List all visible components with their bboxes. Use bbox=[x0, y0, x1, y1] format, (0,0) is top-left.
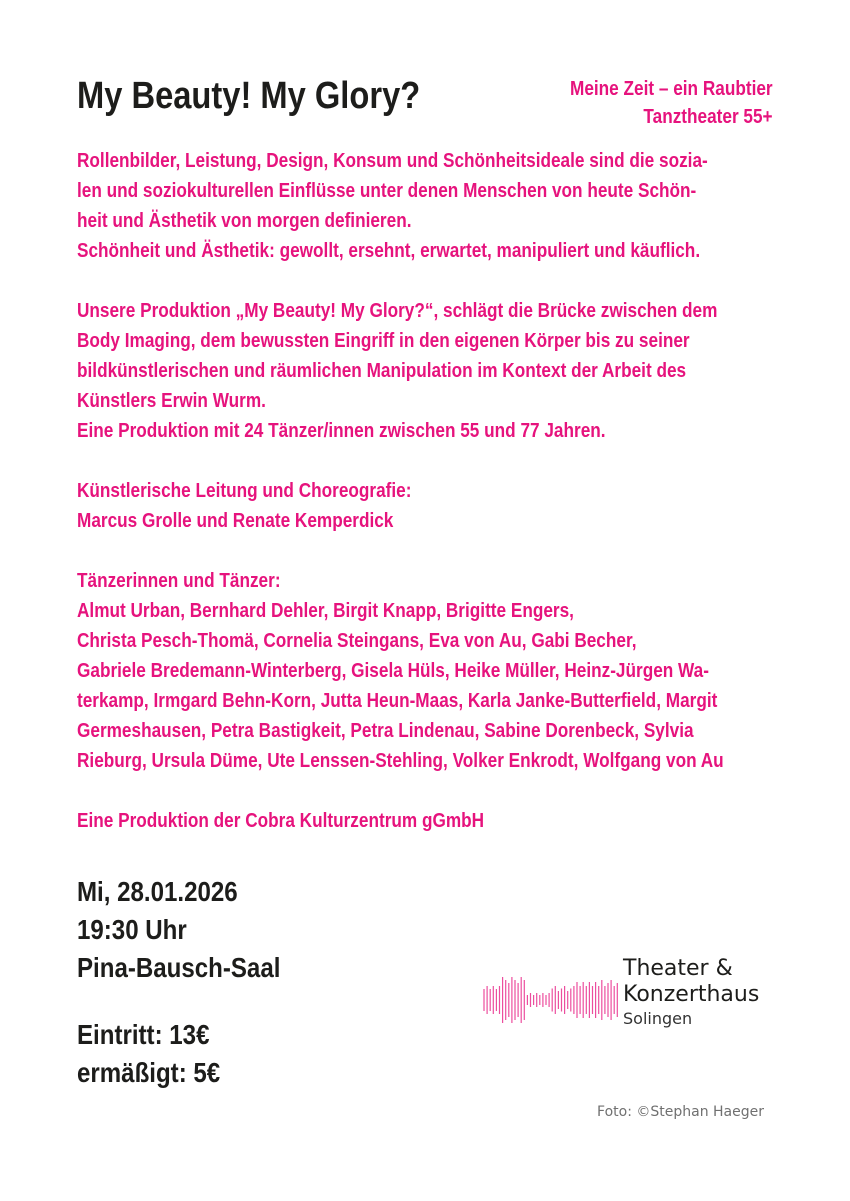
text-line: Almut Urban, Bernhard Dehler, Birgit Knapp, Brigitte Engers, bbox=[77, 600, 574, 622]
price-regular: Eintritt: 13€ bbox=[77, 1019, 210, 1050]
subtitle-line: Tanztheater 55+ bbox=[643, 106, 773, 128]
theater-logo-text bbox=[623, 956, 759, 1030]
text-line: terkamp, Irmgard Behn-Korn, Jutta Heun-Maas, Karla Janke-Butterfield, Margit bbox=[77, 690, 718, 712]
text-line: bildkünstlerischen und räumlichen Manipulation im Kontext der Arbeit des bbox=[77, 360, 687, 382]
text-line: Tänzerinnen und Tänzer: bbox=[77, 570, 281, 592]
price-info bbox=[77, 1016, 220, 1092]
blank-line bbox=[77, 536, 724, 566]
text-line: Body Imaging, dem bewussten Eingriff in den eigenen Körper bis zu seiner bbox=[77, 330, 690, 352]
event-venue: Pina-Bausch-Saal bbox=[77, 952, 281, 983]
text-line: heit und Ästhetik von morgen definieren. bbox=[77, 210, 412, 232]
event-info bbox=[77, 873, 280, 987]
text-line: len und soziokulturellen Einflüsse unter denen Menschen von heute Schön- bbox=[77, 180, 697, 202]
event-date: Mi, 28.01.2026 bbox=[77, 876, 238, 907]
text-line: Germeshausen, Petra Bastigkeit, Petra Lindenau, Sabine Dorenbeck, Sylvia bbox=[77, 720, 694, 742]
logo-line: Theater & bbox=[623, 956, 733, 981]
photo-credit: Foto: ©Stephan Haeger bbox=[597, 1104, 764, 1120]
text-line: Rollenbilder, Leistung, Design, Konsum und Schönheitsideale sind die sozia- bbox=[77, 150, 708, 172]
text-line: Künstlers Erwin Wurm. bbox=[77, 390, 266, 412]
description-text bbox=[77, 146, 724, 836]
blank-line bbox=[77, 776, 724, 806]
logo-line: Solingen bbox=[623, 1009, 693, 1028]
text-line: Künstlerische Leitung und Choreografie: bbox=[77, 480, 412, 502]
text-line: Rieburg, Ursula Düme, Ute Lenssen-Stehling, Volker Enkrodt, Wolfgang von Au bbox=[77, 750, 724, 772]
subtitle-line: Meine Zeit – ein Raubtier bbox=[570, 78, 773, 100]
subtitle-block bbox=[570, 75, 773, 131]
text-line: Eine Produktion mit 24 Tänzer/innen zwischen 55 und 77 Jahren. bbox=[77, 420, 606, 442]
logo-line: Konzerthaus bbox=[623, 982, 760, 1007]
blank-line bbox=[77, 266, 724, 296]
text-line: Gabriele Bredemann-Winterberg, Gisela Hüls, Heike Müller, Heinz-Jürgen Wa- bbox=[77, 660, 709, 682]
text-line: Eine Produktion der Cobra Kulturzentrum gGmbH bbox=[77, 810, 485, 832]
text-line: Marcus Grolle und Renate Kemperdick bbox=[77, 510, 394, 532]
text-line: Unsere Produktion „My Beauty! My Glory?“, schlägt die Brücke zwischen dem bbox=[77, 300, 718, 322]
event-time: 19:30 Uhr bbox=[77, 914, 187, 945]
page-title: My Beauty! My Glory? bbox=[77, 75, 421, 117]
price-reduced: ermäßigt: 5€ bbox=[77, 1057, 221, 1088]
text-line: Christa Pesch-Thomä, Cornelia Steingans, Eva von Au, Gabi Becher, bbox=[77, 630, 637, 652]
blank-line bbox=[77, 446, 724, 476]
text-line: Schönheit und Ästhetik: gewollt, ersehnt, erwartet, manipuliert und käuflich. bbox=[77, 240, 701, 262]
